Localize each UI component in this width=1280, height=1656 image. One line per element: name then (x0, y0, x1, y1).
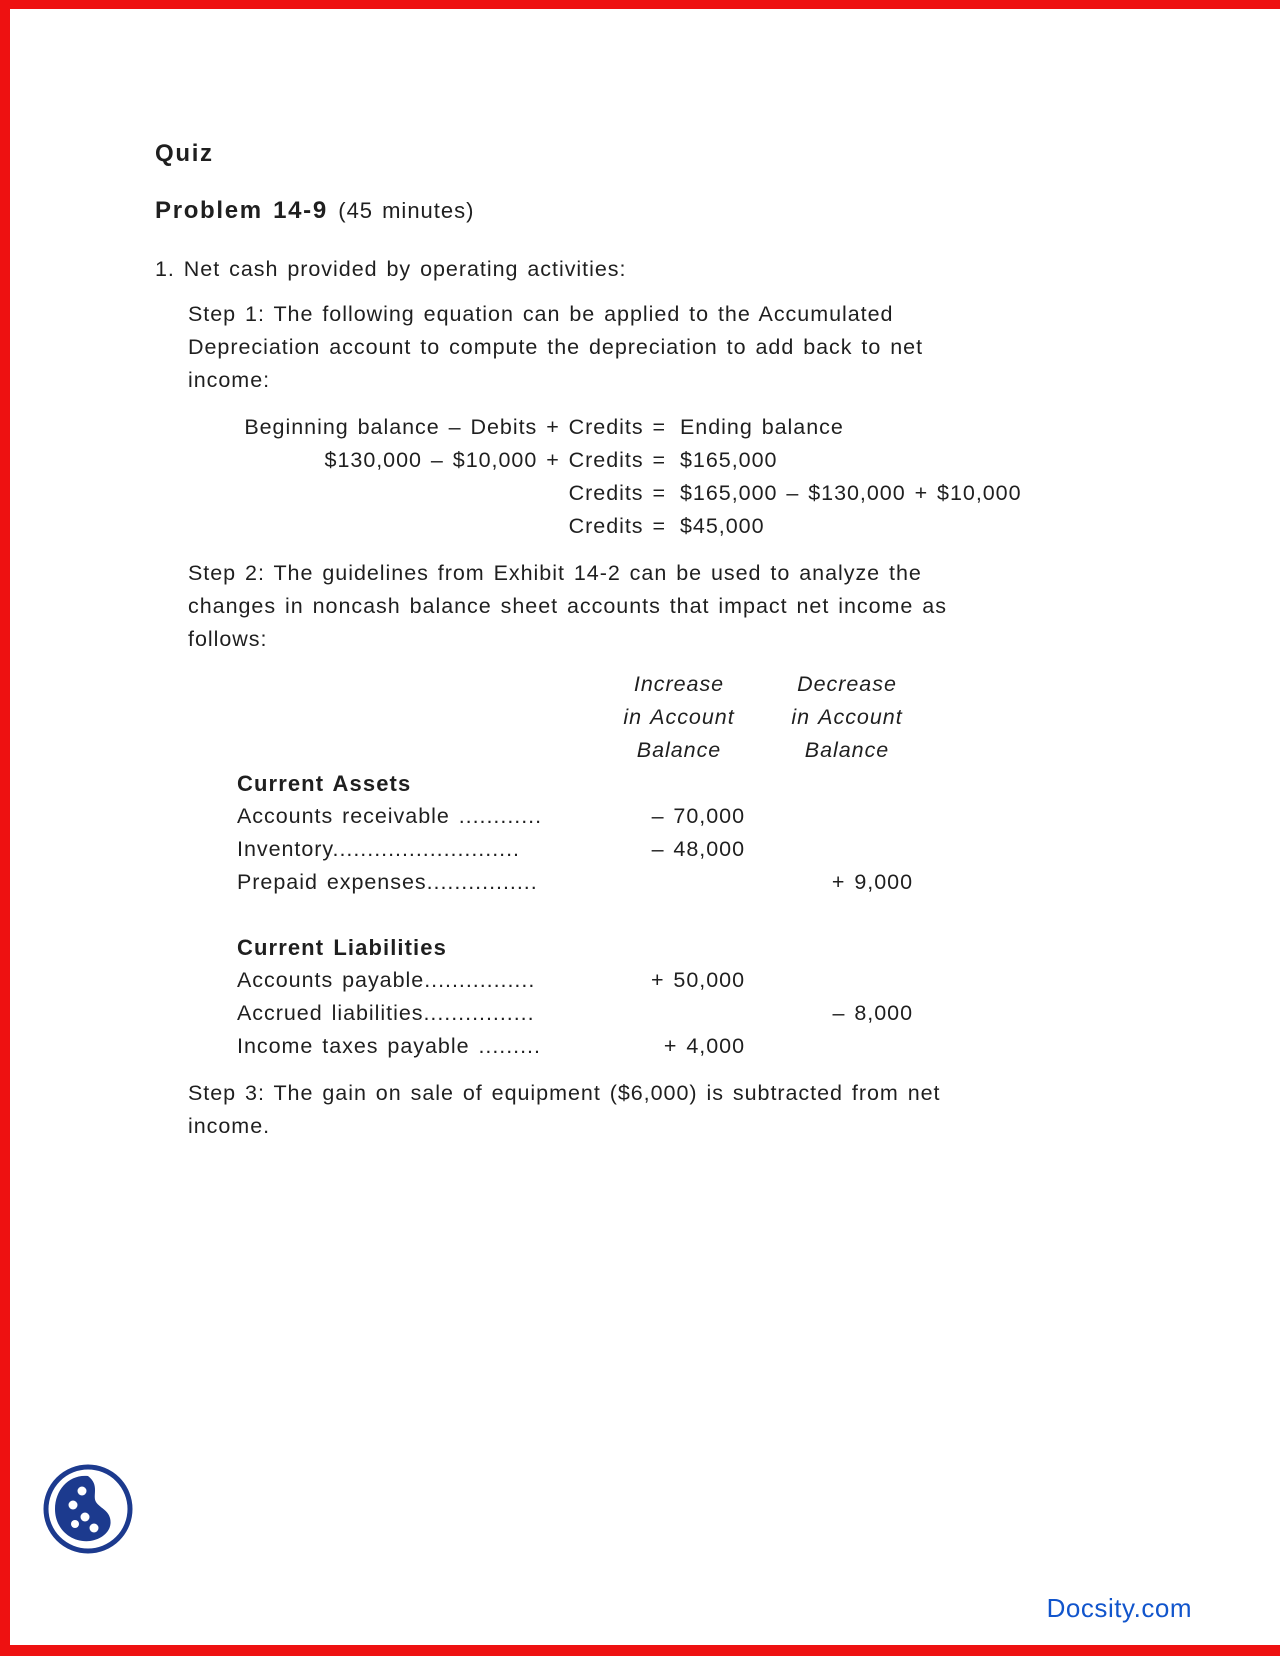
paragraph-line: income: (188, 368, 271, 392)
header-line: Decrease (797, 672, 897, 696)
paragraph-line: changes in noncash balance sheet accounts that impact net income as (188, 594, 947, 618)
equation-rhs: $165,000 (680, 448, 778, 472)
header-line: Balance (636, 738, 722, 762)
step3-paragraph (188, 1077, 1220, 1143)
equation-rhs: $45,000 (680, 514, 765, 538)
decrease-value (763, 833, 931, 866)
decrease-value: + 9,000 (831, 870, 913, 894)
equation-rhs: Ending balance (680, 415, 844, 439)
row-label: Accounts receivable ............ (237, 804, 543, 828)
quiz-heading: Quiz (155, 140, 214, 167)
decrease-value (763, 800, 931, 833)
paragraph-line: Step 2: The guidelines from Exhibit 14-2 can be used to analyze the (188, 561, 922, 585)
step1-paragraph (188, 298, 1220, 397)
row-label: Prepaid expenses................ (237, 870, 538, 894)
paragraph-line: follows: (188, 627, 268, 651)
row-label: Inventory........................... (237, 837, 520, 861)
increase-value (595, 866, 763, 899)
problem-heading (155, 194, 1220, 227)
numbered-item-1: 1. Net cash provided by operating activities: (155, 257, 627, 281)
row-label: Accounts payable................ (237, 968, 536, 992)
row-label: Income taxes payable ......... (237, 1034, 541, 1058)
decrease-value (763, 964, 931, 997)
paragraph-line: Depreciation account to compute the depreciation to add back to net (188, 335, 924, 359)
problem-title: Problem 14-9 (155, 197, 328, 224)
equation-lhs: $130,000 – $10,000 + Credits = (324, 448, 666, 472)
paragraph-line: Step 3: The gain on sale of equipment ($6,000) is subtracted from net (188, 1081, 941, 1105)
equation-rhs: $165,000 – $130,000 + $10,000 (680, 481, 1022, 505)
equation-lhs: Credits = (568, 481, 666, 505)
section-title-current-assets: Current Assets (237, 771, 412, 796)
increase-value: + 4,000 (663, 1034, 745, 1058)
header-line: in Account (791, 705, 903, 729)
increase-value: – 48,000 (651, 837, 745, 861)
paragraph-line: income. (188, 1114, 271, 1138)
increase-value (595, 997, 763, 1030)
equation-lhs: Credits = (568, 514, 666, 538)
problem-duration: (45 minutes) (338, 198, 475, 223)
increase-value: – 70,000 (651, 804, 745, 828)
header-line: in Account (623, 705, 735, 729)
analysis-table (237, 668, 1220, 1063)
docsity-link[interactable]: Docsity.com (1046, 1593, 1192, 1623)
docsity-logo-icon (40, 1461, 136, 1557)
equation-lhs: Beginning balance – Debits + Credits = (244, 415, 666, 439)
column-header-increase (595, 668, 763, 767)
decrease-value: – 8,000 (832, 1001, 913, 1025)
step2-paragraph (188, 557, 1220, 656)
decrease-value (763, 1030, 931, 1063)
header-line: Increase (633, 672, 725, 696)
column-header-decrease (763, 668, 931, 767)
row-label: Accrued liabilities................ (237, 1001, 535, 1025)
document-content (10, 9, 1280, 1143)
section-title-current-liabilities: Current Liabilities (237, 935, 447, 960)
increase-value: + 50,000 (650, 968, 745, 992)
paragraph-line: Step 1: The following equation can be applied to the Accumulated (188, 302, 894, 326)
table-corner-cell (237, 668, 595, 767)
equation-block (188, 411, 1220, 543)
header-line: Balance (804, 738, 890, 762)
table-section-spacer (237, 899, 931, 931)
